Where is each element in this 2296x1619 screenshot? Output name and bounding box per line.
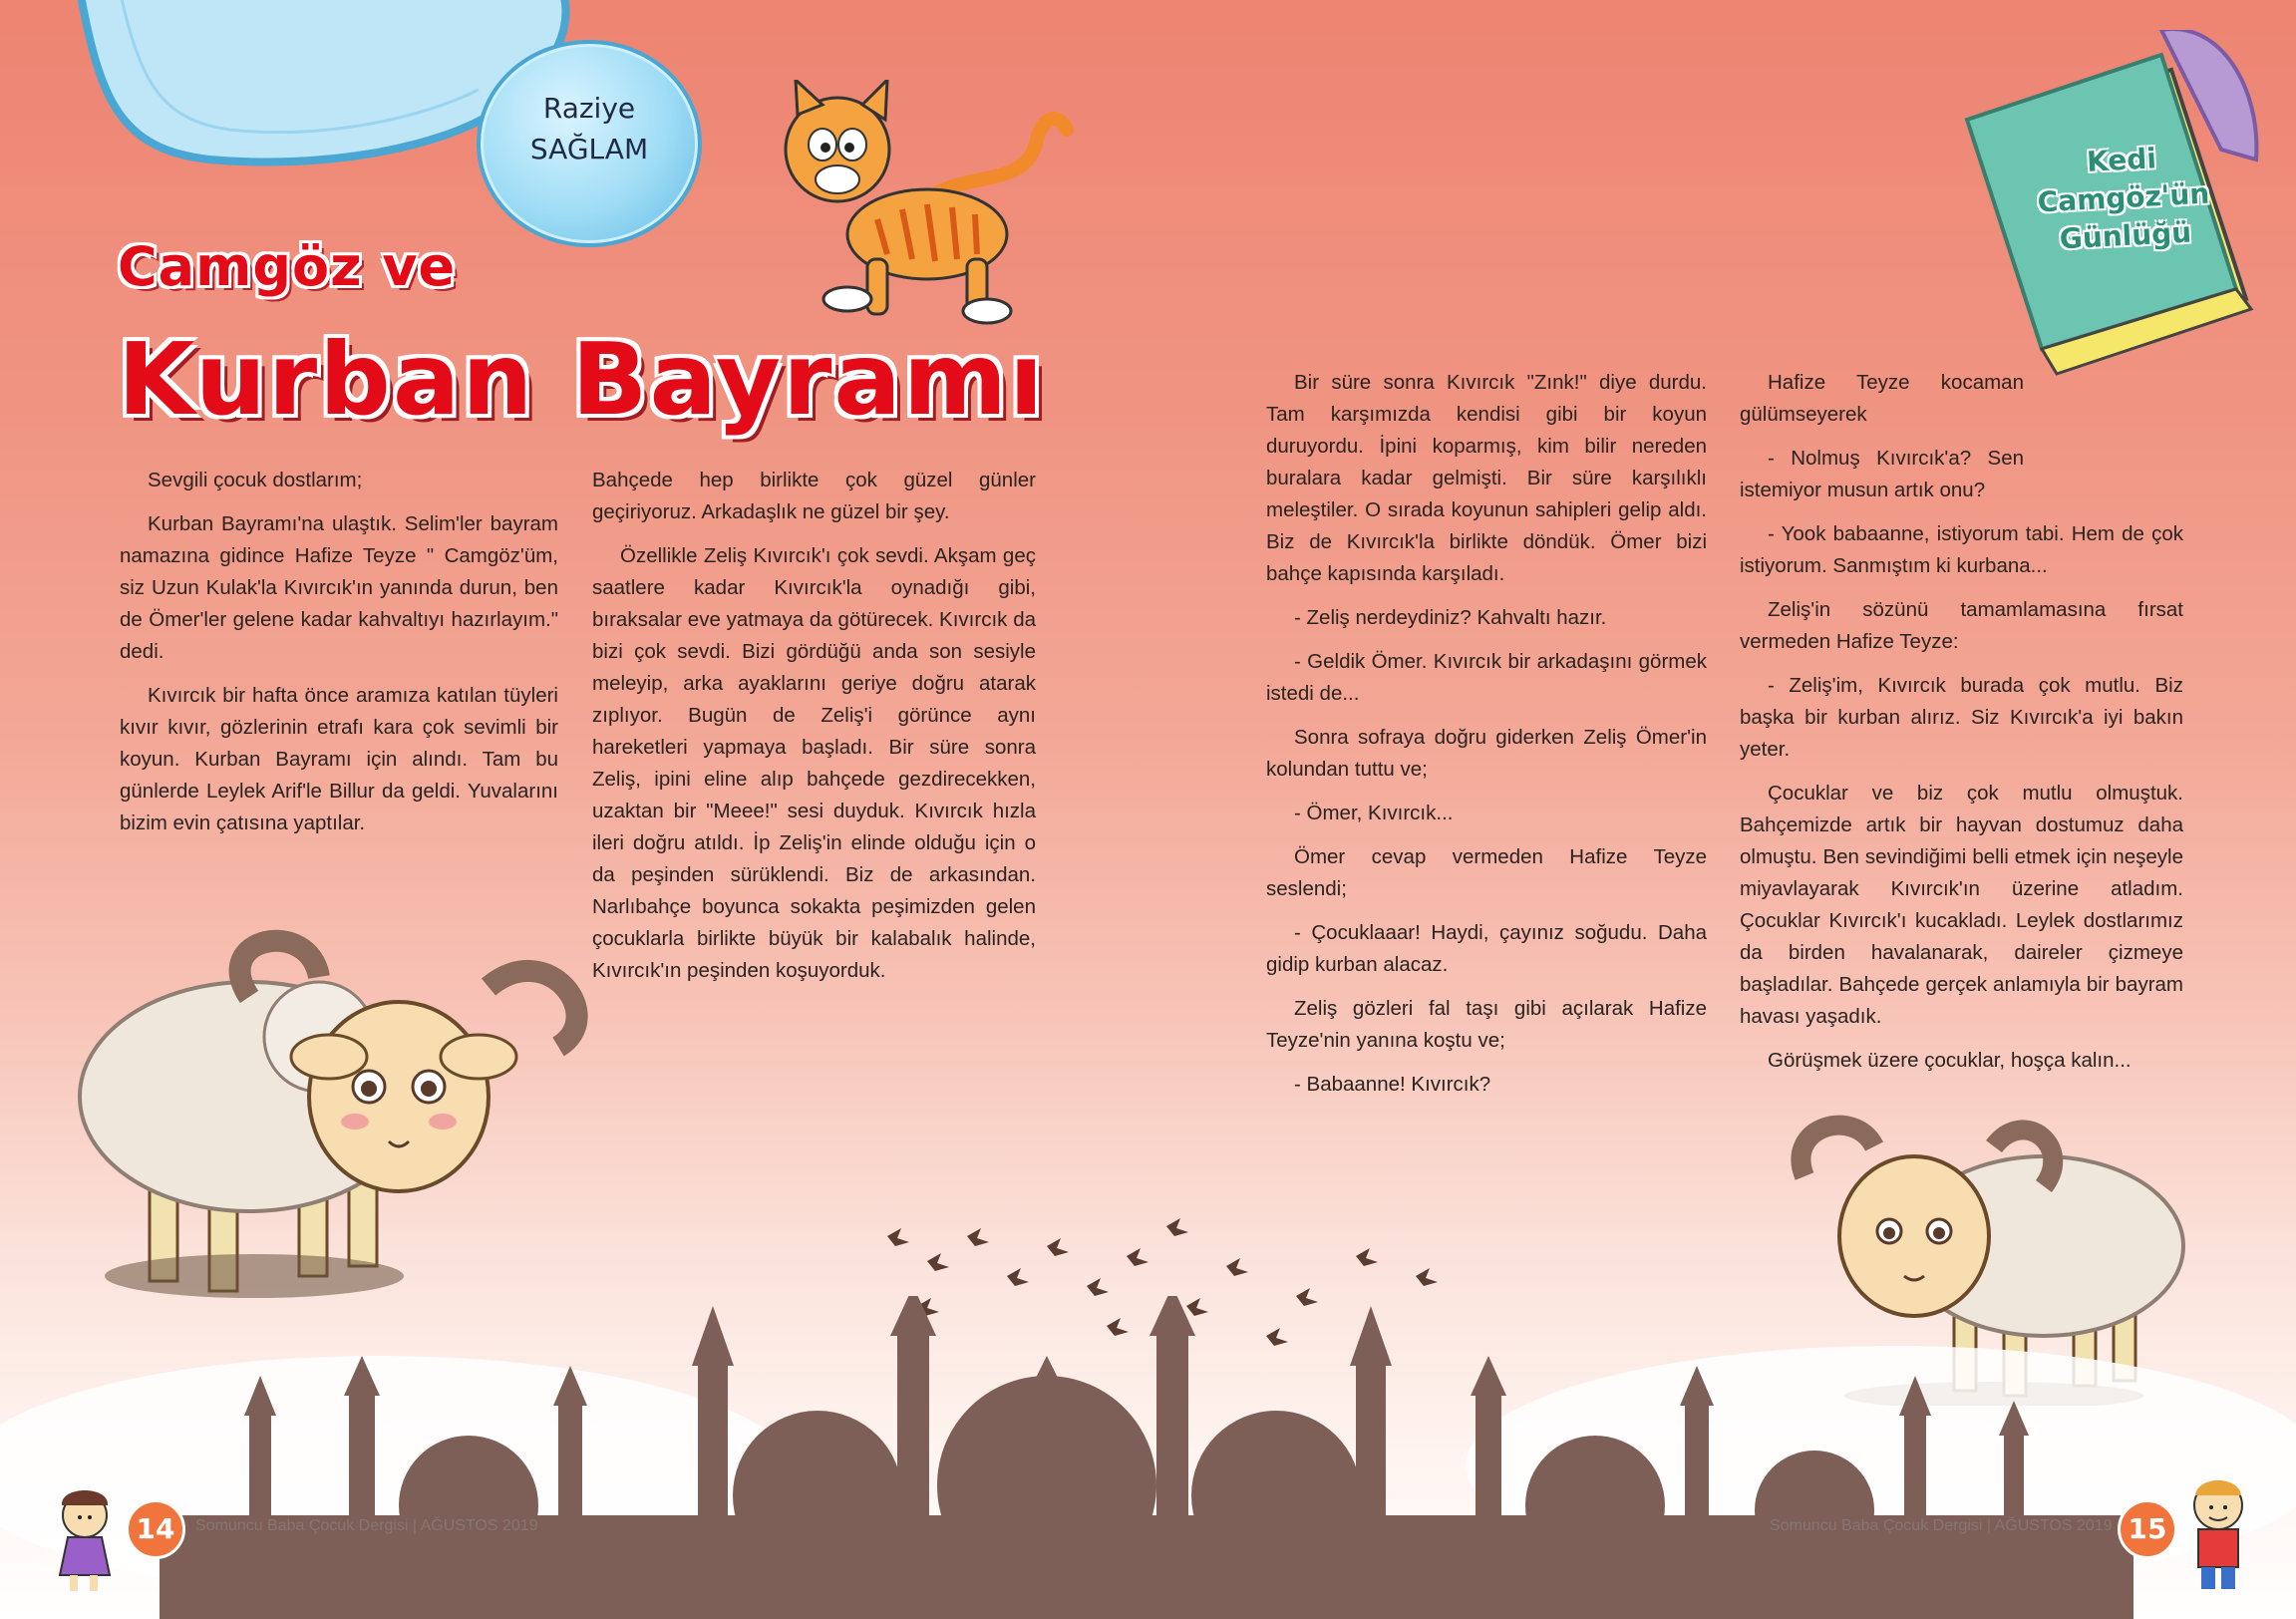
mosque-skyline	[0, 1296, 2296, 1619]
series-badge-line-2: Camgöz'ün	[2036, 176, 2211, 219]
title-line-2: Kurban Bayramı	[118, 321, 1046, 438]
series-badge-line-3: Günlüğü	[2059, 215, 2192, 256]
paragraph: - Zeliş'im, Kıvırcık burada çok mutlu. Biz başka bir kurban alırız. Siz Kıvırcık'a iyi bakın yeter.	[1740, 674, 2183, 761]
text-column-4	[1740, 367, 2183, 1089]
paragraph: - Çocuklaaar! Haydi, çayınız soğudu. Daha gidip kurban alacaz.	[1266, 921, 1707, 976]
paragraph: Sonra sofraya doğru giderken Zeliş Ömer'in kolundan tuttu ve;	[1266, 726, 1707, 781]
paragraph: Ömer cevap vermeden Hafize Teyze seslendi;	[1266, 845, 1707, 900]
title-line-1: Camgöz ve	[118, 235, 457, 298]
paragraph: - Zeliş nerdeydiniz? Kahvaltı hazır.	[1294, 606, 1607, 629]
boy-character	[2173, 1465, 2273, 1595]
paragraph: - Geldik Ömer. Kıvırcık bir arkadaşını görmek istedi de...	[1266, 650, 1707, 705]
paragraph: Bahçede hep birlikte çok güzel günler geçiriyoruz. Arkadaşlık ne güzel bir şey.	[592, 469, 1036, 523]
author-bubble	[477, 40, 702, 247]
paragraph: Hafize Teyze kocaman gülümseyerek	[1740, 371, 2024, 426]
paragraph: Özellikle Zeliş Kıvırcık'ı çok sevdi. Akşam geç saatlere kadar Kıvırcık'la oynadığı gibi, bıraksalar eve yatmaya da götürecek. Kıvırcık da bizi çok sevdi. Bizi gördüğü anda son sesiyle meleyip, arka ayaklarını geriye doğru atarak zıplıyor. Bugün de Zeliş'i görünce aynı hareketleri yapmaya başladı. Bir süre sonra Zeliş, ipini eline alıp bahçede gezdirecekken, uzaktan bir "Meee!" sesi duyduk. Kıvırcık hızla ileri doğru atıldı. İp Zeliş'in elinde olduğu için o da peşinden sürüklendi. Biz de arkasından. Narlıbahçe boyunca sokakta peşimizden gelen çocuklarla birlikte büyük bir kalabalık halinde, Kıvırcık'ın peşinden koşuyorduk.	[592, 544, 1036, 982]
footer-text-left: Somuncu Baba Çocuk Dergisi | AĞUSTOS 2019	[195, 1517, 538, 1534]
text-column-1	[120, 465, 558, 851]
paragraph: Kıvırcık bir hafta önce aramıza katılan tüyleri kıvır kıvır, gözlerinin etrafı kara çok sevimli bir koyun. Kurban Bayramı için alındı. Tam bu günlerde Leylek Arif'le Billur da geldi. Yuvalarını bizim evin çatısına yaptılar.	[120, 684, 558, 834]
paragraph: Kurban Bayramı'na ulaştık. Selim'ler bayram namazına gidince Hafize Teyze " Camgöz'üm, siz Uzun Kulak'la Kıvırcık'ın yanında durun, ben de Ömer'ler gelene kadar kahvaltıyı hazırlayım." dedi.	[120, 512, 558, 663]
paragraph: - Ömer, Kıvırcık...	[1294, 802, 1454, 824]
sheep-illustration-left	[50, 917, 588, 1316]
paragraph: Çocuklar ve biz çok mutlu olmuştuk. Bahçemizde artık bir hayvan dostumuz daha olmuştu. Ben sevindiğimi belli etmek için neşeyle miyavlayarak Kıvırcık'ın üzerine atladım. Çocuklar Kıvırcık'ı kucakladı. Leylek dostlarımız da birden havalanarak, daireler çizmeye başladılar. Bahçede gerçek anlamıyla bir bayram havası yaşadık.	[1740, 782, 2183, 1028]
paragraph: - Babaanne! Kıvırcık?	[1294, 1073, 1491, 1096]
paragraph: - Yook babaanne, istiyorum tabi. Hem de çok istiyorum. Sanmıştım ki kurbana...	[1740, 522, 2183, 577]
paragraph: Zeliş gözleri fal taşı gibi açılarak Hafize Teyze'nin yanına koştu ve;	[1266, 997, 1707, 1052]
author-last-name: SAĞLAM	[529, 133, 649, 165]
series-badge-title	[2001, 136, 2246, 261]
footer-text-right: Somuncu Baba Çocuk Dergisi | AĞUSTOS 2019	[1770, 1517, 2113, 1534]
paragraph: - Nolmuş Kıvırcık'a? Sen istemiyor musun artık onu?	[1740, 447, 2024, 501]
cat-illustration	[778, 80, 1077, 339]
page-number-right: 15	[2118, 1499, 2177, 1559]
author-first-name: Raziye	[542, 92, 636, 125]
paragraph: Zeliş'in sözünü tamamlamasına fırsat vermeden Hafize Teyze:	[1740, 598, 2183, 653]
paragraph: Bir süre sonra Kıvırcık "Zınk!" diye durdu. Tam karşımızda kendisi gibi bir koyun duruyordu. İpini koparmış, kim bilir nereden buralara kadar gelmişti. Bir süre karşılıklı meleştiler. O sırada koyunun sahipleri gelip aldı. Biz de Kıvırcık'la birlikte döndük. Ömer bizi bahçe kapısında karşıladı.	[1266, 371, 1707, 585]
page-number-left: 14	[126, 1499, 185, 1559]
series-badge-line-1: Kedi	[2086, 142, 2157, 178]
text-column-3	[1266, 367, 1707, 1113]
text-column-2	[592, 465, 1036, 999]
paragraph: Görüşmek üzere çocuklar, hoşça kalın...	[1768, 1049, 2132, 1072]
paragraph: Sevgili çocuk dostlarım;	[148, 469, 363, 491]
